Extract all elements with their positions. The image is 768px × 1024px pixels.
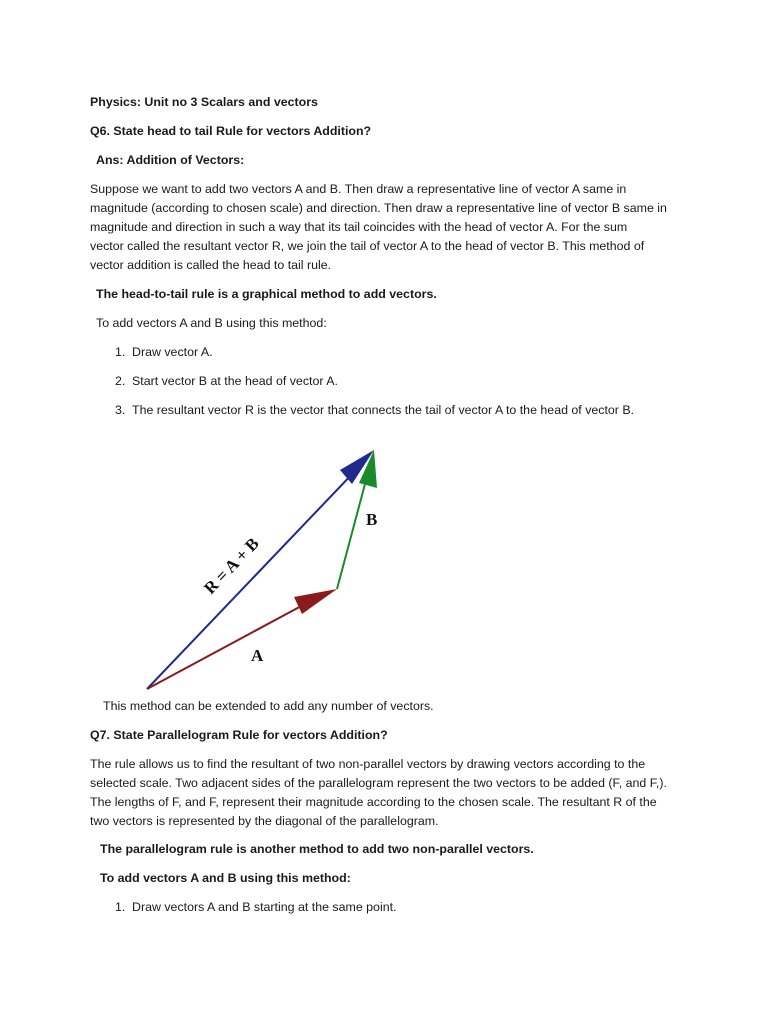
step-number: 1. (115, 900, 126, 914)
resultant-label: R = A + B (200, 533, 263, 598)
paragraph-line: The lengths of F, and F, represent their magnitude according to the chosen scale. The resultant R of the (90, 795, 657, 809)
paragraph-line: two vectors is represented by the diagonal of the parallelogram. (90, 814, 439, 828)
q6-step-3 (115, 401, 634, 420)
step-number: 2. (115, 374, 126, 388)
q7-step-1 (115, 898, 396, 917)
paragraph-line: vector addition is called the head to tail rule. (90, 258, 332, 272)
document-header: Physics: Unit no 3 Scalars and vectors (90, 95, 318, 109)
step-text: Draw vectors A and B starting at the same point. (132, 900, 397, 914)
q7-question: Q7. State Parallelogram Rule for vectors Addition? (90, 728, 388, 742)
paragraph-line: vector called the resultant vector R, we join the tail of vector A to the head of vector B. This method of (90, 239, 645, 253)
q6-step-1 (115, 343, 213, 362)
step-number: 3. (115, 403, 126, 417)
q6-bold-statement: The head-to-tail rule is a graphical method to add vectors. (96, 287, 437, 301)
step-number: 1. (115, 345, 126, 359)
vector-a-label: A (251, 646, 264, 665)
q6-paragraph (90, 180, 690, 275)
paragraph-line: The rule allows us to find the resultant of two non-parallel vectors by drawing vectors according to the (90, 757, 646, 771)
paragraph-line: magnitude (according to chosen scale) and direction. Then draw a representative line of vector B same in (90, 201, 667, 215)
vector-b-label: B (366, 510, 378, 529)
paragraph-line: selected scale. Two adjacent sides of the parallelogram represent the two vectors to be added (F, and F,). (90, 776, 667, 790)
vector-a-line (147, 604, 305, 689)
q7-paragraph (90, 755, 690, 831)
q6-step-2 (115, 372, 338, 391)
q6-answer-heading: Ans: Addition of Vectors: (96, 153, 245, 167)
extend-note: This method can be extended to add any number of vectors. (103, 699, 434, 713)
step-text: Start vector B at the head of vector A. (132, 374, 338, 388)
step-text: Draw vector A. (132, 345, 213, 359)
q7-bold-intro: To add vectors A and B using this method: (100, 871, 351, 885)
q6-intro: To add vectors A and B using this method: (96, 316, 327, 330)
q7-bold-statement: The parallelogram rule is another method to add two non-parallel vectors. (100, 842, 534, 856)
paragraph-line: Suppose we want to add two vectors A and B. Then draw a representative line of vector A same in (90, 182, 627, 196)
paragraph-line: magnitude and direction in such a way that its tail coincides with the head of vector A. For the sum (90, 220, 628, 234)
vector-b-line (337, 484, 365, 589)
head-to-tail-vector-diagram (90, 428, 470, 698)
step-text: The resultant vector R is the vector that connects the tail of vector A to the head of vector B. (132, 403, 635, 417)
vector-a-arrowhead (294, 589, 337, 614)
q6-question: Q6. State head to tail Rule for vectors Addition? (90, 124, 372, 138)
